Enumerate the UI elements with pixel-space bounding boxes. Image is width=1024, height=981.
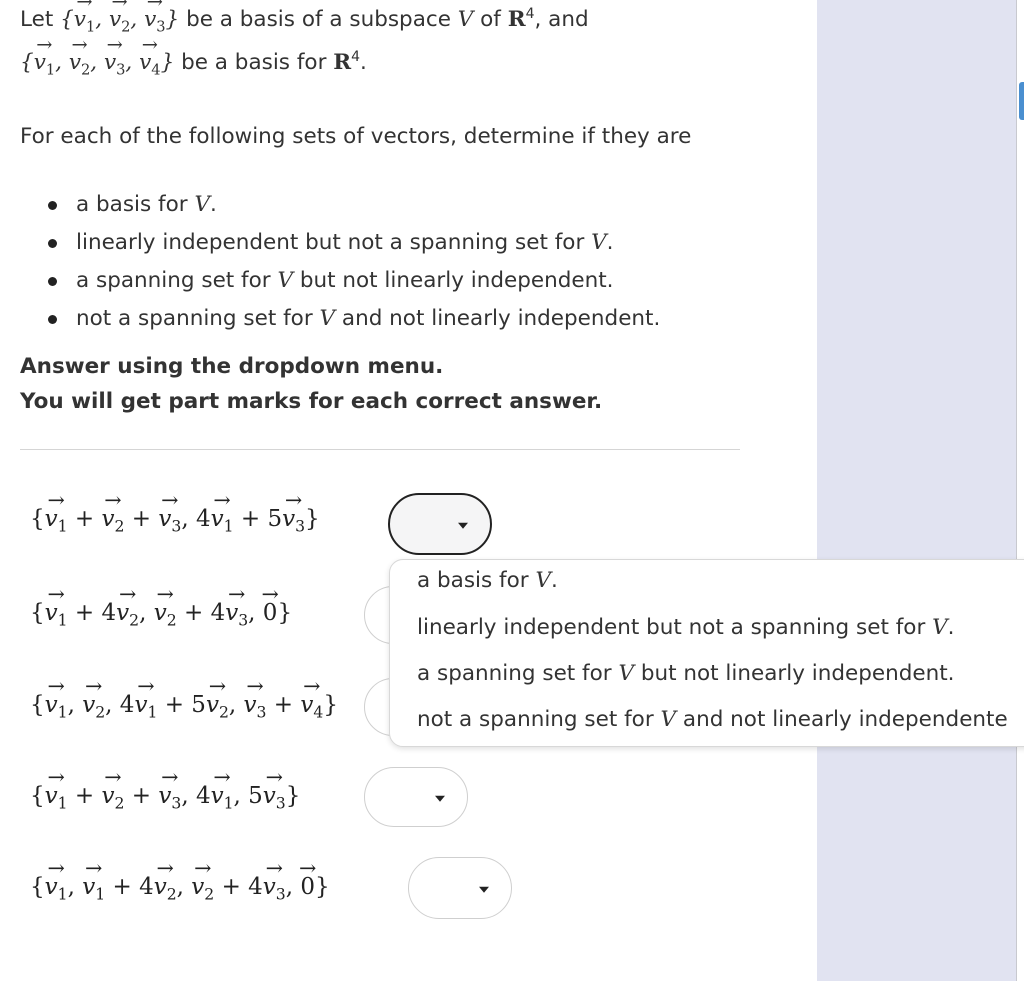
menu-item-independent-not-spanning[interactable]: linearly independent but not a spanning set for V. — [417, 615, 955, 640]
side-panel — [817, 0, 1017, 981]
question-set-2: {→ $v_1 + 4\to v_2$, → $v_2 + 4\to v_3$, → 0} — [30, 600, 292, 630]
option-item: not a spanning set for V and not linearly independent. — [40, 302, 660, 340]
divider — [20, 449, 740, 450]
intro-text: , and — [534, 7, 589, 33]
chevron-down-icon — [479, 887, 489, 893]
intro-line-2: {→ $v_1$, → $v_2$, → $v_3$, → $v_4$} be a basis for $R^4$. — [20, 49, 367, 79]
instruction-part-marks: You will get part marks for each correct answer. — [20, 389, 603, 414]
chevron-down-icon — [458, 523, 468, 529]
dim-superscript: 4 — [351, 49, 361, 65]
chevron-down-icon — [435, 796, 445, 802]
scrollbar-thumb[interactable] — [1019, 82, 1024, 120]
menu-item-basis[interactable]: a basis for V. — [417, 568, 558, 593]
question-set-5: {→ $v_1$, → $v_1 + 4\to v_2$, → $v_2 + 4\to v_3$, → 0} — [30, 874, 330, 904]
menu-item-neither[interactable]: not a spanning set for V and not linearly independente — [417, 707, 1008, 732]
space-symbol: V — [457, 7, 474, 33]
question-set-3: {→ $v_1$, → $v_2$, $4\to v_1 + 5\to v_2$, → $v_3$ + → $v_4$} — [30, 692, 338, 722]
menu-item-spanning-not-independent[interactable]: a spanning set for V but not linearly independent. — [417, 661, 955, 686]
answer-dropdown-4[interactable] — [364, 767, 468, 827]
intro-text: Let — [20, 7, 54, 33]
dropdown-menu — [389, 559, 1024, 747]
intro-text: be a basis of a subspace — [186, 7, 451, 33]
scrollbar[interactable] — [1016, 0, 1024, 981]
answer-options-list — [40, 188, 660, 340]
intro-line-1: Let {→ $v_1$, → $v_2$, → $v_3$} be a basis of a subspace V of $R^4$, and — [20, 6, 589, 36]
intro-text: of — [480, 7, 501, 33]
question-set-4: {→ $v_1$ + → $v_2$ + → $v_3$, $4\to v_1$, $5\to v_3$} — [30, 783, 300, 813]
option-item: a basis for V. — [40, 188, 660, 226]
option-item: linearly independent but not a spanning set for V. — [40, 226, 660, 264]
answer-dropdown-5[interactable] — [408, 857, 512, 919]
field-symbol: R — [333, 50, 352, 76]
field-symbol: R — [507, 7, 526, 33]
intro-text: be a basis for — [181, 50, 327, 76]
intro-text: . — [360, 50, 367, 76]
instruction-dropdown: Answer using the dropdown menu. — [20, 354, 444, 379]
question-set-1: {→ $v_1$ + → $v_2$ + → $v_3$, $4\to v_1 + 5\to v_3$} — [30, 506, 320, 536]
dim-superscript: 4 — [525, 6, 535, 22]
question-prompt: For each of the following sets of vectors, determine if they are — [20, 124, 692, 149]
option-item: a spanning set for V but not linearly independent. — [40, 264, 660, 302]
answer-dropdown-1[interactable] — [388, 493, 492, 555]
